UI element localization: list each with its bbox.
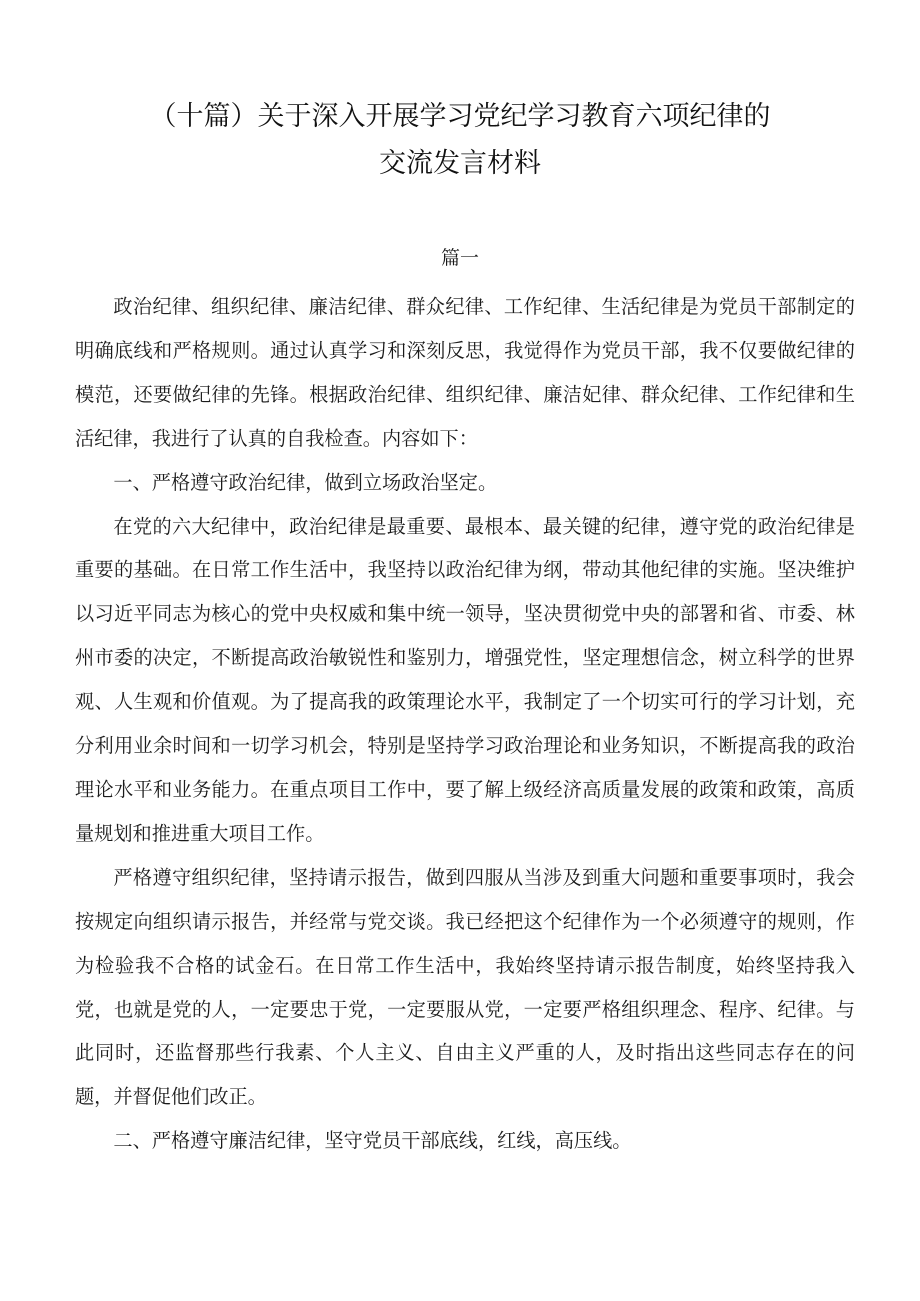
document-body	[75, 285, 855, 1163]
paragraph-political: 在党的六大纪律中，政治纪律是最重要、最根本、最关键的纪律，遵守党的政治纪律是重要的基础。在日常工作生活中，我坚持以政治纪律为纲，带动其他纪律的实施。坚决维护以习近平同志为核心的党中央权威和集中统一领导，坚决贯彻党中央的部署和省、市委、林州市委的决定，不断提高政治敏锐性和鉴别力，增强党性，坚定理想信念，树立科学的世界观、人生观和价值观。为了提高我的政策理论水平，我制定了一个切实可行的学习计划，充分利用业余时间和一切学习机会，特别是坚持学习政治理论和业务知识，不断提高我的政治理论水平和业务能力。在重点项目工作中，要了解上级经济高质量发展的政策和政策，高质量规划和推进重大项目工作。	[75, 514, 855, 845]
paragraph-organizational: 严格遵守组织纪律，坚持请示报告，做到四服从当涉及到重大问题和重要事项时，我会按规定向组织请示报告，并经常与党交谈。我已经把这个纪律作为一个必须遵守的规则，作为检验我不合格的试金石。在日常工作生活中，我始终坚持请示报告制度，始终坚持我入党，也就是党的人，一定要忠于党，一定要服从党，一定要严格组织理念、程序、纪律。与此同时，还监督那些行我素、个人主义、自由主义严重的人，及时指出这些同志存在的问题，并督促他们改正。	[75, 865, 855, 1109]
paragraph-heading-integrity: 二、严格遵守廉洁纪律，坚守党员干部底线，红线，高压线。	[113, 1129, 632, 1153]
paragraph-heading-political: 一、严格遵守政治纪律，做到立场政治坚定。	[113, 470, 498, 494]
document-title-line1: （十篇）关于深入开展学习党纪学习教育六项纪律的	[149, 101, 771, 132]
section-label: 篇一	[440, 247, 479, 269]
paragraph-intro: 政治纪律、组织纪律、廉洁纪律、群众纪律、工作纪律、生活纪律是为党员干部制定的明确底线和严格规则。通过认真学习和深刻反思，我觉得作为党员干部，我不仅要做纪律的模范，还要做纪律的先锋。根据政治纪律、组织纪律、廉洁妃律、群众纪律、工作纪律和生活纪律，我进行了认真的自我检查。内容如下：	[75, 295, 855, 450]
document-title-line2: 交流发言材料	[379, 148, 541, 179]
